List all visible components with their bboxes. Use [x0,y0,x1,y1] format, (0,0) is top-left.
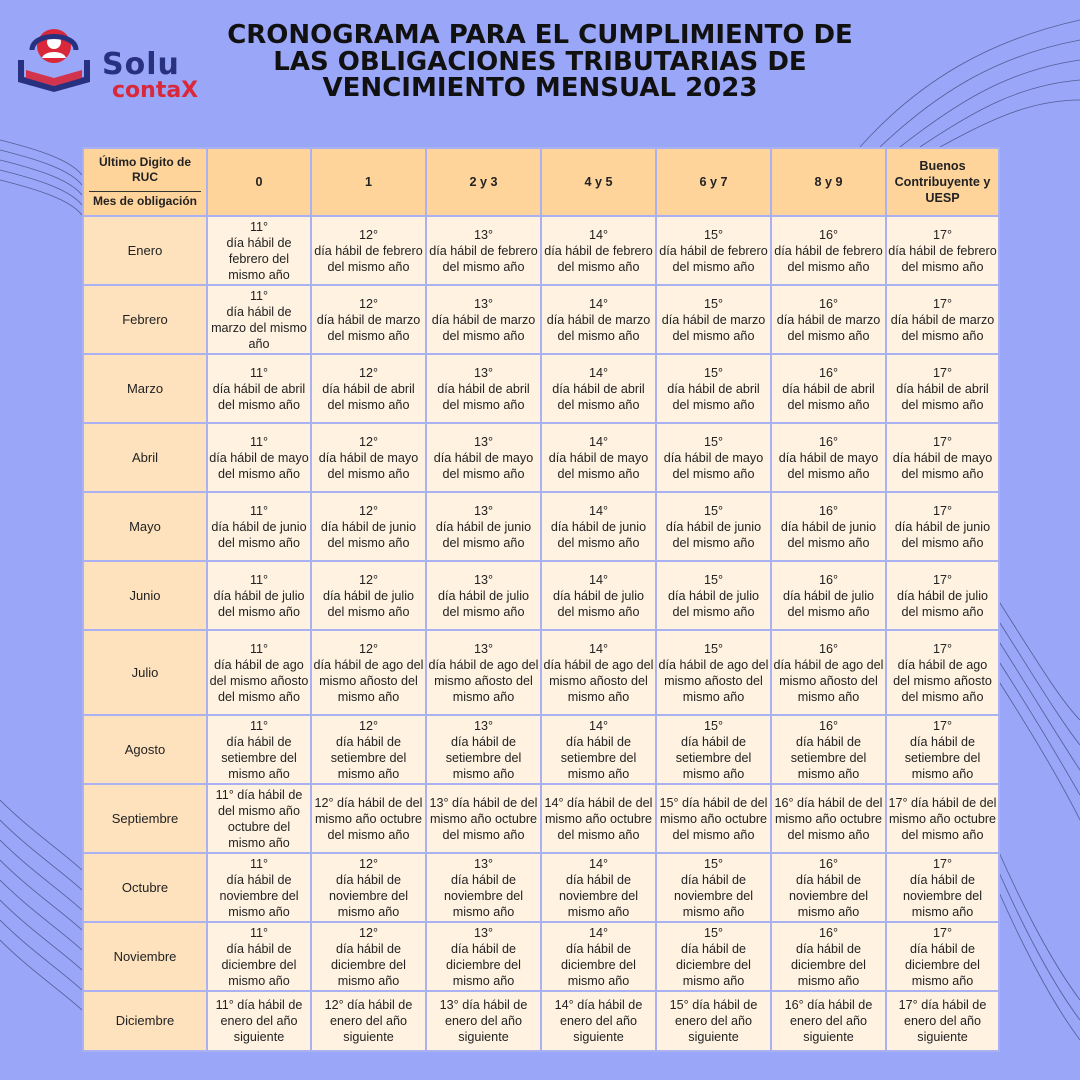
due-date-cell [207,423,311,492]
due-date-cell [541,715,656,784]
due-date-cell [207,630,311,715]
business-day-ordinal: 16° [818,503,839,518]
due-date-cell [656,354,771,423]
due-date-text: día hábil de febrero del mismo año [226,235,292,282]
due-date-cell [656,991,771,1051]
business-day-ordinal: 15° [703,296,724,311]
table-body [83,216,999,1051]
business-day-ordinal: 13° [473,641,494,656]
page-title: CRONOGRAMA PARA EL CUMPLIMIENTO DE LAS OBLIGACIONES TRIBUTARIAS DE VENCIMIENTO MENSUAL 2023 [227,20,853,103]
due-date-text: día hábil de diciembre del mismo año [561,941,636,988]
business-day-ordinal: 11° [249,572,269,587]
business-day-ordinal: 15° [703,434,724,449]
due-date-text: 15° día hábil de del mismo año octubre del mismo año [659,795,768,842]
column-header: 4 y 5 [541,148,656,216]
business-day-ordinal: 15° [703,641,724,656]
due-date-cell [886,922,999,991]
business-day-ordinal: 14° [588,434,609,449]
schedule-table [82,147,1000,1052]
business-day-ordinal: 12° [358,365,379,380]
due-date-text: 16° día hábil de del mismo año octubre del mismo año [774,795,883,842]
due-date-text: día hábil de setiembre del mismo año [790,734,867,781]
business-day-ordinal: 17° [932,434,953,449]
table-row [83,991,999,1051]
due-date-text: 11° día hábil de del mismo año octubre del mismo año [215,787,303,850]
due-date-cell [886,715,999,784]
due-date-text: día hábil de febrero del mismo año [888,243,997,274]
due-date-text: día hábil de noviembre del mismo año [219,872,299,919]
due-date-cell [886,492,999,561]
business-day-ordinal: 14° [588,856,609,871]
business-day-ordinal: 13° [473,434,494,449]
column-header: 2 y 3 [426,148,541,216]
due-date-cell [426,285,541,354]
due-date-text: día hábil de abril del mismo año [896,381,989,412]
due-date-cell [207,354,311,423]
due-date-text: día hábil de marzo del mismo año [316,312,421,343]
due-date-text: día hábil de junio del mismo año [550,519,647,550]
due-date-cell [426,784,541,853]
due-date-text: día hábil de febrero del mismo año [659,243,768,274]
due-date-cell [771,285,886,354]
due-date-cell [426,922,541,991]
business-day-ordinal: 11° [249,288,269,303]
business-day-ordinal: 11° [249,434,269,449]
due-date-cell [771,216,886,285]
due-date-text: día hábil de abril del mismo año [782,381,875,412]
due-date-text: día hábil de diciembre del mismo año [676,941,751,988]
due-date-text: 13° día hábil de enero del año siguiente [439,998,528,1044]
due-date-text: 17° día hábil de del mismo año octubre del mismo año [888,795,997,842]
due-date-text: día hábil de noviembre del mismo año [902,872,983,919]
month-cell: Marzo [83,354,207,423]
business-day-ordinal: 16° [818,365,839,380]
due-date-cell [771,561,886,630]
due-date-text: día hábil de junio del mismo año [320,519,417,550]
due-date-cell [886,630,999,715]
due-date-cell [886,561,999,630]
due-date-cell [771,922,886,991]
due-date-cell [207,784,311,853]
table-row [83,492,999,561]
business-day-ordinal: 12° [358,503,379,518]
due-date-cell [207,922,311,991]
due-date-cell [541,561,656,630]
column-header: 6 y 7 [656,148,771,216]
due-date-text: día hábil de mayo del mismo año [778,450,879,481]
month-cell: Agosto [83,715,207,784]
business-day-ordinal: 15° [703,227,724,242]
business-day-ordinal: 13° [473,503,494,518]
due-date-text: 12° día hábil de enero del año siguiente [324,998,413,1044]
due-date-text: 14° día hábil de enero del año siguiente [554,998,643,1044]
due-date-cell [426,991,541,1051]
due-date-text: día hábil de setiembre del mismo año [904,734,981,781]
business-day-ordinal: 16° [818,856,839,871]
due-date-cell [656,715,771,784]
column-header: 1 [311,148,426,216]
table-row [83,561,999,630]
due-date-cell [426,423,541,492]
month-cell: Mayo [83,492,207,561]
column-header: Buenos Contribuyente y UESP [886,148,999,216]
due-date-cell [207,853,311,922]
business-day-ordinal: 15° [703,925,724,940]
due-date-text: día hábil de julio del mismo año [437,588,530,619]
column-header: 0 [207,148,311,216]
logo-text-contax: contaX [112,78,199,103]
due-date-cell [311,354,426,423]
due-date-cell [311,423,426,492]
due-date-cell [207,561,311,630]
due-date-cell [311,853,426,922]
business-day-ordinal: 12° [358,925,379,940]
due-date-text: día hábil de noviembre del mismo año [328,872,409,919]
due-date-cell [207,285,311,354]
due-date-cell [656,630,771,715]
due-date-text: día hábil de abril del mismo año [212,381,306,412]
business-day-ordinal: 15° [703,718,724,733]
due-date-text: día hábil de marzo del mismo año [661,312,766,343]
due-date-cell [771,991,886,1051]
due-date-text: día hábil de julio del mismo año [213,588,305,619]
business-day-ordinal: 11° [249,925,269,940]
due-date-cell [541,354,656,423]
month-cell: Febrero [83,285,207,354]
due-date-text: 13° día hábil de del mismo año octubre del mismo año [429,795,538,842]
due-date-cell [311,630,426,715]
business-day-ordinal: 17° [932,572,953,587]
due-date-text: día hábil de marzo del mismo año [431,312,536,343]
table-row [83,630,999,715]
due-date-text: día hábil de junio del mismo año [211,519,307,550]
due-date-text: día hábil de ago del mismo añosto del mismo año [658,657,769,704]
business-day-ordinal: 16° [818,925,839,940]
business-day-ordinal: 11° [249,219,269,234]
due-date-text: día hábil de noviembre del mismo año [443,872,524,919]
business-day-ordinal: 12° [358,227,379,242]
due-date-cell [311,784,426,853]
month-cell: Septiembre [83,784,207,853]
due-date-text: día hábil de junio del mismo año [665,519,762,550]
business-day-ordinal: 13° [473,365,494,380]
due-date-cell [426,561,541,630]
due-date-cell [541,492,656,561]
due-date-text: día hábil de julio del mismo año [782,588,875,619]
month-cell: Julio [83,630,207,715]
due-date-cell [311,922,426,991]
business-day-ordinal: 13° [473,718,494,733]
business-day-ordinal: 14° [588,365,609,380]
due-date-text: día hábil de noviembre del mismo año [673,872,754,919]
due-date-cell [207,492,311,561]
due-date-cell [886,354,999,423]
business-day-ordinal: 11° [249,365,269,380]
due-date-text: día hábil de mayo del mismo año [318,450,419,481]
due-date-cell [426,216,541,285]
business-day-ordinal: 12° [358,572,379,587]
business-day-ordinal: 17° [932,641,953,656]
due-date-cell [311,715,426,784]
business-day-ordinal: 15° [703,856,724,871]
table-row [83,354,999,423]
business-day-ordinal: 16° [818,718,839,733]
due-date-cell [426,354,541,423]
due-date-cell [426,630,541,715]
business-day-ordinal: 12° [358,296,379,311]
business-day-ordinal: 14° [588,641,609,656]
business-day-ordinal: 14° [588,227,609,242]
due-date-cell [541,216,656,285]
due-date-cell [656,492,771,561]
due-date-text: 17° día hábil de enero del año siguiente [898,998,987,1044]
due-date-text: día hábil de diciembre del mismo año [221,941,297,988]
table-row [83,853,999,922]
business-day-ordinal: 15° [703,503,724,518]
due-date-cell [541,423,656,492]
month-cell: Octubre [83,853,207,922]
due-date-text: 15° día hábil de enero del año siguiente [669,998,758,1044]
due-date-text: día hábil de setiembre del mismo año [560,734,637,781]
due-date-text: día hábil de febrero del mismo año [314,243,423,274]
business-day-ordinal: 12° [358,856,379,871]
due-date-text: día hábil de febrero del mismo año [774,243,883,274]
due-date-cell [656,853,771,922]
due-date-cell [311,285,426,354]
business-day-ordinal: 17° [932,718,953,733]
due-date-text: 14° día hábil de del mismo año octubre del mismo año [544,795,653,842]
due-date-text: día hábil de marzo del mismo año [546,312,651,343]
due-date-cell [541,784,656,853]
business-day-ordinal: 11° [249,503,269,518]
due-date-cell [771,853,886,922]
due-date-text: día hábil de mayo del mismo año [433,450,534,481]
business-day-ordinal: 12° [358,641,379,656]
table-row [83,784,999,853]
table-row [83,423,999,492]
due-date-cell [771,784,886,853]
month-cell: Junio [83,561,207,630]
due-date-text: día hábil de febrero del mismo año [429,243,538,274]
due-date-text: 12° día hábil de del mismo año octubre del mismo año [314,795,423,842]
business-day-ordinal: 17° [932,925,953,940]
due-date-text: día hábil de setiembre del mismo año [330,734,407,781]
due-date-text: día hábil de abril del mismo año [667,381,760,412]
due-date-text: día hábil de noviembre del mismo año [558,872,639,919]
business-day-ordinal: 11° [249,856,269,871]
month-cell: Noviembre [83,922,207,991]
due-date-cell [426,853,541,922]
due-date-text: día hábil de mayo del mismo año [892,450,993,481]
due-date-text: día hábil de diciembre del mismo año [791,941,866,988]
due-date-text: día hábil de mayo del mismo año [209,450,309,481]
due-date-text: día hábil de ago del mismo añosto del mismo año [773,657,884,704]
ruc-digit-label: Último Digito de RUC [99,155,191,184]
corner-divider [89,191,201,192]
month-cell: Enero [83,216,207,285]
due-date-text: día hábil de julio del mismo año [896,588,989,619]
business-day-ordinal: 12° [358,718,379,733]
due-date-text: 16° día hábil de enero del año siguiente [784,998,873,1044]
table-row [83,216,999,285]
business-day-ordinal: 15° [703,572,724,587]
due-date-cell [886,784,999,853]
due-date-cell [656,922,771,991]
business-day-ordinal: 16° [818,434,839,449]
due-date-text: 11° día hábil de enero del año siguiente [215,998,303,1044]
due-date-text: día hábil de abril del mismo año [437,381,530,412]
business-day-ordinal: 13° [473,296,494,311]
due-date-cell [771,423,886,492]
due-date-text: día hábil de setiembre del mismo año [445,734,522,781]
due-date-cell [886,991,999,1051]
due-date-text: día hábil de noviembre del mismo año [788,872,869,919]
due-date-text: día hábil de julio del mismo año [667,588,760,619]
due-date-text: día hábil de marzo del mismo año [211,304,307,351]
business-day-ordinal: 16° [818,227,839,242]
table-row [83,715,999,784]
due-date-text: día hábil de julio del mismo año [552,588,645,619]
business-day-ordinal: 11° [249,641,269,656]
due-date-text: día hábil de marzo del mismo año [776,312,881,343]
due-date-text: día hábil de febrero del mismo año [544,243,653,274]
due-date-cell [541,853,656,922]
due-date-cell [541,991,656,1051]
business-day-ordinal: 15° [703,365,724,380]
business-day-ordinal: 17° [932,296,953,311]
column-header: 8 y 9 [771,148,886,216]
corner-header-cell [83,148,207,216]
due-date-cell [656,784,771,853]
due-date-text: día hábil de junio del mismo año [780,519,877,550]
business-day-ordinal: 11° [249,718,269,733]
business-day-ordinal: 17° [932,503,953,518]
due-date-cell [886,216,999,285]
due-date-cell [771,630,886,715]
business-day-ordinal: 12° [358,434,379,449]
due-date-cell [541,285,656,354]
business-day-ordinal: 17° [932,856,953,871]
due-date-cell [311,561,426,630]
due-date-cell [656,561,771,630]
table-header-row [83,148,999,216]
business-day-ordinal: 14° [588,718,609,733]
month-cell: Diciembre [83,991,207,1051]
business-day-ordinal: 13° [473,925,494,940]
due-date-text: día hábil de mayo del mismo año [548,450,649,481]
due-date-text: día hábil de marzo del mismo año [890,312,995,343]
business-day-ordinal: 16° [818,572,839,587]
business-day-ordinal: 14° [588,925,609,940]
due-date-text: día hábil de diciembre del mismo año [446,941,521,988]
due-date-cell [311,216,426,285]
logo-emblem-icon [14,20,94,100]
due-date-cell [541,630,656,715]
due-date-text: día hábil de diciembre del mismo año [331,941,406,988]
due-date-text: día hábil de julio del mismo año [322,588,415,619]
table-row [83,285,999,354]
logo-text-solu: Solu [102,47,180,82]
due-date-cell [207,216,311,285]
due-date-text: día hábil de ago del mismo añosto del mismo año [543,657,654,704]
business-day-ordinal: 14° [588,572,609,587]
due-date-cell [886,285,999,354]
solucontax-logo [14,20,210,103]
obligation-month-label: Mes de obligación [92,194,197,208]
business-day-ordinal: 13° [473,572,494,587]
due-date-cell [207,715,311,784]
due-date-cell [656,216,771,285]
business-day-ordinal: 16° [818,641,839,656]
due-date-text: día hábil de ago del mismo añosto del mismo año [209,657,309,704]
due-date-text: día hábil de ago del mismo añosto del mismo año [313,657,424,704]
business-day-ordinal: 13° [473,227,494,242]
due-date-text: día hábil de abril del mismo año [322,381,415,412]
due-date-cell [207,991,311,1051]
due-date-text: día hábil de junio del mismo año [435,519,532,550]
due-date-text: día hábil de junio del mismo año [894,519,991,550]
due-date-text: día hábil de ago del mismo añosto del mismo año [893,657,992,704]
business-day-ordinal: 17° [932,227,953,242]
due-date-cell [541,922,656,991]
table-row [83,922,999,991]
due-date-cell [771,492,886,561]
business-day-ordinal: 17° [932,365,953,380]
due-date-cell [311,991,426,1051]
business-day-ordinal: 13° [473,856,494,871]
due-date-cell [426,492,541,561]
due-date-text: día hábil de abril del mismo año [552,381,645,412]
due-date-text: día hábil de setiembre del mismo año [221,734,297,781]
due-date-cell [311,492,426,561]
due-date-cell [771,715,886,784]
month-cell: Abril [83,423,207,492]
business-day-ordinal: 16° [818,296,839,311]
due-date-cell [656,285,771,354]
due-date-cell [771,354,886,423]
due-date-text: día hábil de mayo del mismo año [663,450,764,481]
schedule-table-container [82,147,998,1052]
due-date-cell [426,715,541,784]
due-date-text: día hábil de diciembre del mismo año [905,941,980,988]
due-date-cell [886,423,999,492]
due-date-cell [886,853,999,922]
due-date-text: día hábil de ago del mismo añosto del mismo año [428,657,539,704]
due-date-cell [656,423,771,492]
due-date-text: día hábil de setiembre del mismo año [675,734,752,781]
business-day-ordinal: 14° [588,296,609,311]
business-day-ordinal: 14° [588,503,609,518]
